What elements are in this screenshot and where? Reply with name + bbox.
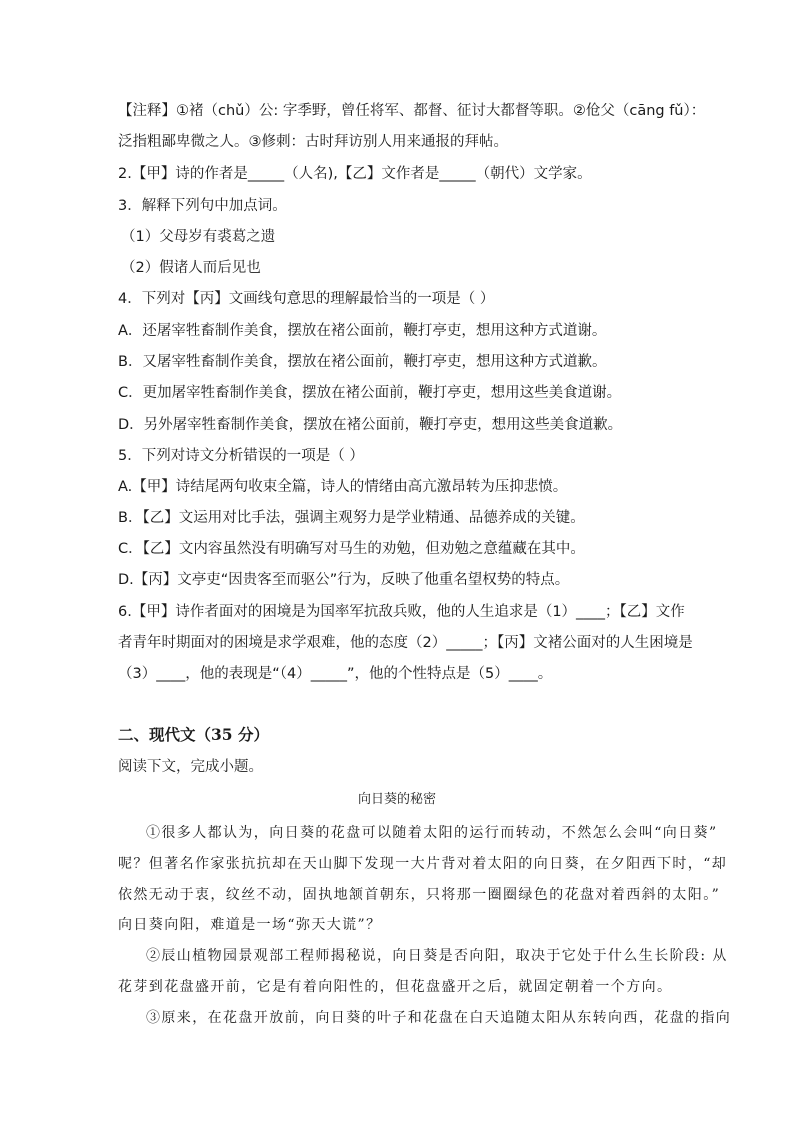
question-5-option-d: D.【丙】文亭吏“因贵客至而驱公”行为，反映了他重名望权势的特点。 (118, 572, 570, 588)
article-paragraph-line: ①很多人都认为，向日葵的花盘可以随着太阳的运行而转动，不然怎么会叫“向日葵” (146, 825, 718, 841)
question-4: 4．下列对【丙】文画线句意思的理解最恰当的一项是（ ） (118, 291, 495, 307)
question-5-option-c: C．【乙】文内容虽然没有明确写对马生的劝勉，但劝勉之意蕴藏在其中。 (118, 541, 585, 557)
question-6-line-3: （3）____，他的表现是“（4）_____”，他的个性特点是（5）____。 (118, 666, 553, 682)
question-5-option-b: B．【乙】文运用对比手法，强调主观努力是学业精通、品德养成的关键。 (118, 510, 585, 526)
question-6-line-2: 者青年时期面对的困境是求学艰难，他的态度（2）_____；【丙】文褚公面对的人生困境是 (118, 635, 693, 651)
question-6-line-1: 6.【甲】诗作者面对的困境是为国率军抗敌兵败，他的人生追求是（1）____；【乙】文作 (118, 604, 685, 620)
article-paragraph-line: 呢？但著名作家张抗抗却在天山脚下发现一大片背对着太阳的向日葵，在夕阳西下时，“却 (118, 856, 728, 872)
question-5: 5．下列对诗文分析错误的一项是（ ） (118, 448, 364, 464)
section-instruction: 阅读下文，完成小题。 (118, 759, 263, 775)
article-paragraph-line: 向日葵向阳，难道是一场“弥天大谎”？ (118, 917, 382, 933)
question-4-option-b: B．又屠宰牲畜制作美食，摆放在褚公面前，鞭打亭吏，想用这种方式道歉。 (118, 354, 607, 370)
question-3: 3．解释下列句中加点词。 (118, 198, 287, 214)
notes-line-2: 泛指粗鄙卑微之人。③修刺：古时拜访别人用来通报的拜帖。 (118, 134, 508, 150)
question-3-item-2: （2）假诸人而后见也 (121, 260, 261, 276)
section-heading: 二、现代文（35 分） (118, 725, 269, 744)
article-title: 向日葵的秘密 (357, 792, 436, 807)
question-5-option-a: A.【甲】诗结尾两句收束全篇，诗人的情绪由高亢激昂转为压抑悲愤。 (118, 479, 568, 495)
question-4-option-c: C．更加屠宰牲畜制作美食，摆放在褚公面前，鞭打亭吏，想用这些美食道谢。 (118, 385, 622, 401)
notes-line-1: 【注释】①褚（chǔ）公: 字季野，曾任将军、都督、征讨大都督等职。②伧父（cāng fǔ）： (118, 103, 706, 119)
question-3-item-1: （1）父母岁有裘葛之遗 (121, 229, 276, 245)
question-2: 2.【甲】诗的作者是_____（人名),【乙】文作者是_____（朝代）文学家。 (118, 166, 592, 182)
question-4-option-a: A．还屠宰牲畜制作美食，摆放在褚公面前，鞭打亭吏，想用这种方式道谢。 (118, 323, 607, 339)
article-paragraph-line: 依然无动于衷，纹丝不动，固执地颔首朝东，只将那一圈圈绿色的花盘对着西斜的太阳。” (118, 887, 721, 903)
article-paragraph-line: ②辰山植物园景观部工程师揭秘说，向日葵是否向阳，取决于它处于什么生长阶段: 从 (146, 948, 728, 964)
article-paragraph-line: ③原来，在花盘开放前，向日葵的叶子和花盘在白天追随太阳从东转向西，花盘的指向 (146, 1010, 732, 1026)
question-4-option-d: D．另外屠宰牲畜制作美食，摆放在褚公面前，鞭打亭吏，想用这些美食道歉。 (118, 417, 623, 433)
article-paragraph-line: 花芽到花盘盛开前，它是有着向阳性的，但花盘盛开之后，就固定朝着一个方向。 (118, 979, 673, 995)
